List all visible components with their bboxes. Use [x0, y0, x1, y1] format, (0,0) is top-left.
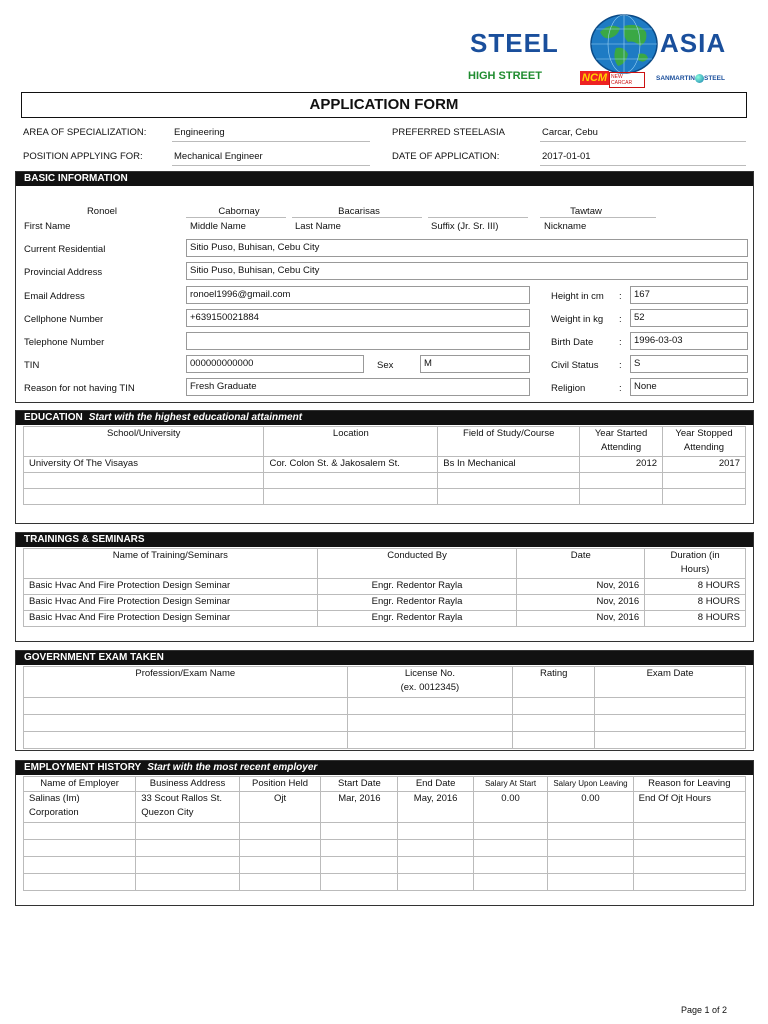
emp-header-line: End Date — [415, 778, 456, 789]
edu-column-header — [438, 427, 580, 457]
emp-header-line: Start Date — [338, 778, 381, 789]
edu-header-line: Field of Study/Course — [463, 428, 555, 439]
current-residential-label: Current Residential — [24, 244, 106, 255]
tr-header-line: Conducted By — [387, 550, 447, 561]
emp-cell-line: 0.00 — [581, 793, 600, 804]
education-subheading: Start with the highest educational attainment — [88, 412, 303, 423]
gov-column-header — [24, 667, 348, 698]
emp-cell[interactable] — [548, 823, 633, 840]
nickname-label: Nickname — [544, 221, 587, 232]
emp-cell[interactable] — [633, 792, 745, 823]
emp-cell[interactable] — [321, 792, 398, 823]
civil-status-colon: : — [619, 360, 622, 371]
emp-cell-line: Quezon City — [141, 807, 194, 818]
gov-cell[interactable] — [513, 732, 595, 749]
edu-cell[interactable] — [24, 489, 264, 505]
emp-cell[interactable] — [24, 792, 136, 823]
area-label: AREA OF SPECIALIZATION: — [23, 127, 147, 138]
current-residential-field[interactable]: Sitio Puso, Buhisan, Cebu City — [186, 239, 748, 257]
area-underline — [172, 141, 370, 142]
middle-name-label: Middle Name — [190, 221, 246, 232]
tr-cell[interactable]: Basic Hvac And Fire Protection Design Seminar — [24, 611, 318, 627]
emp-cell[interactable] — [239, 792, 321, 823]
sanmartin-steel-text: STEEL — [704, 75, 725, 83]
tr-header-line: Hours) — [680, 564, 710, 575]
last-name-label: Last Name — [295, 221, 341, 232]
gov-header-line: Profession/Exam Name — [135, 668, 236, 679]
weight-colon: : — [619, 314, 622, 325]
edu-cell[interactable] — [663, 473, 746, 489]
cellphone-field[interactable]: +639150021884 — [186, 309, 530, 327]
emp-cell-line: End Of Ojt Hours — [638, 793, 711, 804]
tr-cell[interactable]: Engr. Redentor Rayla — [317, 579, 517, 595]
emp-cell[interactable] — [473, 857, 548, 874]
employment-history-section — [15, 760, 754, 906]
tr-cell[interactable]: Nov, 2016 — [517, 595, 645, 611]
edu-cell[interactable]: 2012 — [580, 457, 663, 473]
employment-subheading: Start with the most recent employer — [147, 762, 318, 773]
table-row — [24, 857, 746, 874]
first-name-value[interactable]: Ronoel — [86, 206, 118, 217]
page-number: Page 1 of 2 — [681, 1005, 728, 1015]
emp-cell[interactable] — [633, 823, 745, 840]
emp-cell-line: Ojt — [273, 793, 287, 804]
emp-cell[interactable] — [24, 840, 136, 857]
edu-cell[interactable] — [580, 489, 663, 505]
gov-column-header — [347, 667, 513, 698]
edu-cell[interactable] — [438, 473, 580, 489]
table-row — [24, 489, 746, 505]
emp-cell[interactable] — [398, 857, 473, 874]
tr-column-header — [517, 549, 645, 579]
gov-header-line: (ex. 0012345) — [400, 682, 460, 693]
birth-date-field[interactable]: 1996-03-03 — [630, 332, 748, 350]
sanmartin-text: SANMARTIN — [656, 75, 695, 83]
gov-cell[interactable] — [347, 715, 513, 732]
gov-cell[interactable] — [595, 698, 746, 715]
emp-column-header — [321, 777, 398, 792]
government-exam-heading: GOVERNMENT EXAM TAKEN — [16, 651, 753, 665]
table-row — [24, 595, 746, 611]
sex-field[interactable]: M — [420, 355, 530, 373]
tr-cell[interactable]: 8 HOURS — [645, 579, 746, 595]
emp-header-line: Position Held — [252, 778, 309, 789]
tr-cell[interactable]: Nov, 2016 — [517, 611, 645, 627]
gov-cell[interactable] — [513, 715, 595, 732]
middle-underline — [186, 217, 286, 218]
table-row — [24, 457, 746, 473]
emp-cell[interactable] — [473, 792, 548, 823]
civil-status-label: Civil Status — [551, 360, 599, 371]
emp-cell[interactable] — [548, 857, 633, 874]
gov-header-line: License No. — [404, 668, 455, 679]
height-colon: : — [619, 291, 622, 302]
tin-label: TIN — [24, 360, 40, 371]
emp-cell[interactable] — [136, 823, 240, 840]
edu-cell[interactable]: University Of The Visayas — [24, 457, 264, 473]
emp-header-line: Salary Upon Leaving — [553, 779, 628, 788]
emp-column-header — [633, 777, 745, 792]
emp-header-line: Name of Employer — [40, 778, 119, 789]
education-heading — [16, 411, 753, 425]
emp-cell[interactable] — [239, 874, 321, 891]
emp-cell-line: 33 Scout Rallos St. — [141, 793, 223, 804]
emp-cell[interactable] — [633, 857, 745, 874]
last-name-value[interactable]: Bacarisas — [338, 206, 380, 217]
tr-cell[interactable]: Engr. Redentor Rayla — [317, 611, 517, 627]
date-underline — [540, 165, 746, 166]
tr-cell[interactable]: Engr. Redentor Rayla — [317, 595, 517, 611]
telephone-label: Telephone Number — [24, 337, 105, 348]
gov-header-line: Rating — [540, 668, 568, 679]
logo-steel-text: STEEL — [470, 28, 559, 58]
provincial-address-field[interactable]: Sitio Puso, Buhisan, Cebu City — [186, 262, 748, 280]
table-row — [24, 823, 746, 840]
cellphone-label: Cellphone Number — [24, 314, 104, 325]
emp-cell[interactable] — [239, 823, 321, 840]
emp-column-header — [398, 777, 473, 792]
tr-header-line: Name of Training/Seminars — [112, 550, 228, 561]
emp-cell[interactable] — [321, 823, 398, 840]
religion-field[interactable]: None — [630, 378, 748, 396]
middle-name-value[interactable]: Cabornay — [218, 206, 260, 217]
date-label: DATE OF APPLICATION: — [392, 151, 500, 162]
emp-cell[interactable] — [473, 840, 548, 857]
table-row — [24, 579, 746, 595]
tr-cell[interactable]: Nov, 2016 — [517, 579, 645, 595]
sex-label: Sex — [377, 360, 394, 371]
height-field[interactable]: 167 — [630, 286, 748, 304]
edu-cell[interactable] — [264, 489, 438, 505]
emp-cell[interactable] — [24, 823, 136, 840]
provincial-address-label: Provincial Address — [24, 267, 103, 278]
table-row — [24, 840, 746, 857]
emp-cell[interactable] — [398, 823, 473, 840]
sanmartin-dot-icon — [695, 74, 704, 83]
emp-column-header — [548, 777, 633, 792]
reason-no-tin-field[interactable]: Fresh Graduate — [186, 378, 530, 396]
edu-cell[interactable] — [580, 473, 663, 489]
government-exam-table — [23, 666, 746, 749]
emp-header-line: Reason for Leaving — [648, 778, 731, 789]
emp-cell[interactable] — [473, 823, 548, 840]
emp-cell[interactable] — [136, 840, 240, 857]
tr-column-header — [645, 549, 746, 579]
new-carcar-logo: NEW CARCAR — [609, 72, 645, 88]
tr-column-header — [24, 549, 318, 579]
form-title: APPLICATION FORM — [21, 92, 747, 118]
emp-cell-line: 0.00 — [501, 793, 520, 804]
emp-cell[interactable] — [548, 874, 633, 891]
suffix-label: Suffix (Jr. Sr. III) — [431, 221, 499, 232]
last-underline — [292, 217, 422, 218]
steelasia-logo — [470, 14, 750, 69]
emp-cell[interactable] — [548, 792, 633, 823]
emp-cell[interactable] — [136, 857, 240, 874]
religion-label: Religion — [551, 383, 586, 394]
reason-no-tin-label: Reason for not having TIN — [24, 383, 135, 394]
emp-cell[interactable] — [24, 874, 136, 891]
height-label: Height in cm — [551, 291, 604, 302]
email-label: Email Address — [24, 291, 85, 302]
basic-information-section — [15, 171, 754, 403]
gov-column-header — [513, 667, 595, 698]
employment-heading — [16, 761, 753, 775]
edu-cell[interactable]: Cor. Colon St. & Jakosalem St. — [264, 457, 438, 473]
emp-cell[interactable] — [633, 840, 745, 857]
telephone-field[interactable] — [186, 332, 530, 350]
tr-header-line: Date — [570, 550, 591, 561]
emp-cell[interactable] — [398, 792, 473, 823]
edu-cell[interactable] — [24, 473, 264, 489]
table-row — [24, 611, 746, 627]
edu-header-line: Attending — [683, 442, 725, 453]
emp-cell[interactable] — [136, 792, 240, 823]
tr-cell[interactable]: 8 HOURS — [645, 611, 746, 627]
religion-colon: : — [619, 383, 622, 394]
edu-cell[interactable]: Bs In Mechanical — [438, 457, 580, 473]
gov-cell[interactable] — [24, 732, 348, 749]
emp-header-line: Business Address — [149, 778, 226, 789]
table-row — [24, 732, 746, 749]
edu-column-header — [264, 427, 438, 457]
preferred-underline — [540, 141, 746, 142]
preferred-value[interactable]: Carcar, Cebu — [542, 127, 598, 138]
email-field[interactable]: ronoel1996@gmail.com — [186, 286, 530, 304]
edu-cell[interactable]: 2017 — [663, 457, 746, 473]
emp-cell[interactable] — [136, 874, 240, 891]
emp-cell[interactable] — [398, 874, 473, 891]
tr-cell[interactable]: Basic Hvac And Fire Protection Design Seminar — [24, 579, 318, 595]
edu-column-header — [663, 427, 746, 457]
emp-cell[interactable] — [473, 874, 548, 891]
weight-field[interactable]: 52 — [630, 309, 748, 327]
emp-cell-line: Salinas (Im) — [29, 793, 80, 804]
emp-cell[interactable] — [633, 874, 745, 891]
gov-cell[interactable] — [595, 732, 746, 749]
gov-cell[interactable] — [595, 715, 746, 732]
edu-column-header — [24, 427, 264, 457]
edu-header-line: Attending — [600, 442, 642, 453]
gov-cell[interactable] — [347, 732, 513, 749]
edu-header-line: Year Started — [594, 428, 648, 439]
edu-column-header — [580, 427, 663, 457]
table-row — [24, 473, 746, 489]
gov-cell[interactable] — [24, 715, 348, 732]
emp-column-header — [239, 777, 321, 792]
tin-field[interactable]: 000000000000 — [186, 355, 364, 373]
table-row — [24, 792, 746, 823]
emp-header-line: Salary At Start — [484, 779, 537, 788]
emp-cell[interactable] — [321, 874, 398, 891]
globe-icon — [590, 14, 658, 74]
emp-cell[interactable] — [24, 857, 136, 874]
tr-cell[interactable]: 8 HOURS — [645, 595, 746, 611]
nickname-underline — [540, 217, 656, 218]
emp-column-header — [24, 777, 136, 792]
suffix-underline — [428, 217, 528, 218]
trainings-table — [23, 548, 746, 627]
emp-cell[interactable] — [321, 840, 398, 857]
edu-header-line: School/University — [107, 428, 181, 439]
emp-column-header — [136, 777, 240, 792]
emp-cell[interactable] — [321, 857, 398, 874]
area-value[interactable]: Engineering — [174, 127, 225, 138]
edu-cell[interactable] — [663, 489, 746, 505]
table-row — [24, 874, 746, 891]
birth-date-colon: : — [619, 337, 622, 348]
tr-cell[interactable]: Basic Hvac And Fire Protection Design Seminar — [24, 595, 318, 611]
education-table — [23, 426, 746, 505]
edu-cell[interactable] — [438, 489, 580, 505]
emp-cell[interactable] — [548, 840, 633, 857]
date-value[interactable]: 2017-01-01 — [542, 151, 591, 162]
edu-header-line: Year Stopped — [675, 428, 733, 439]
logo-asia-text: ASIA — [660, 28, 727, 58]
edu-cell[interactable] — [264, 473, 438, 489]
sub-brand-logos — [468, 70, 753, 88]
tr-header-line: Duration (in — [670, 550, 720, 561]
emp-cell-line: Corporation — [29, 807, 79, 818]
education-heading-text: EDUCATION — [24, 412, 83, 423]
gov-cell[interactable] — [24, 698, 348, 715]
preferred-label: PREFERRED STEELASIA — [392, 127, 505, 138]
gov-header-line: Exam Date — [646, 668, 694, 679]
table-row — [24, 715, 746, 732]
emp-cell[interactable] — [398, 840, 473, 857]
weight-label: Weight in kg — [551, 314, 604, 325]
trainings-heading: TRAININGS & SEMINARS — [16, 533, 753, 547]
edu-header-line: Location — [332, 428, 369, 439]
position-label: POSITION APPLYING FOR: — [23, 151, 143, 162]
emp-cell[interactable] — [239, 857, 321, 874]
position-value[interactable]: Mechanical Engineer — [174, 151, 263, 162]
gov-cell[interactable] — [347, 698, 513, 715]
civil-status-field[interactable]: S — [630, 355, 748, 373]
emp-cell-line: May, 2016 — [413, 793, 458, 804]
high-street-logo: HIGH STREET — [468, 70, 542, 82]
government-exam-section — [15, 650, 754, 751]
table-row — [24, 698, 746, 715]
gov-cell[interactable] — [513, 698, 595, 715]
sanmartin-steel-logo — [656, 74, 725, 83]
birth-date-label: Birth Date — [551, 337, 594, 348]
tr-column-header — [317, 549, 517, 579]
position-underline — [172, 165, 370, 166]
basic-information-heading: BASIC INFORMATION — [16, 172, 753, 186]
first-name-label: First Name — [24, 221, 71, 232]
emp-cell-line: Mar, 2016 — [338, 793, 381, 804]
employment-table — [23, 776, 746, 891]
education-section — [15, 410, 754, 524]
trainings-section — [15, 532, 754, 642]
gov-column-header — [595, 667, 746, 698]
emp-column-header — [473, 777, 548, 792]
employment-heading-text: EMPLOYMENT HISTORY — [24, 762, 142, 773]
ncm-logo: NCM — [582, 72, 608, 84]
nickname-value[interactable]: Tawtaw — [570, 206, 602, 217]
emp-cell[interactable] — [239, 840, 321, 857]
